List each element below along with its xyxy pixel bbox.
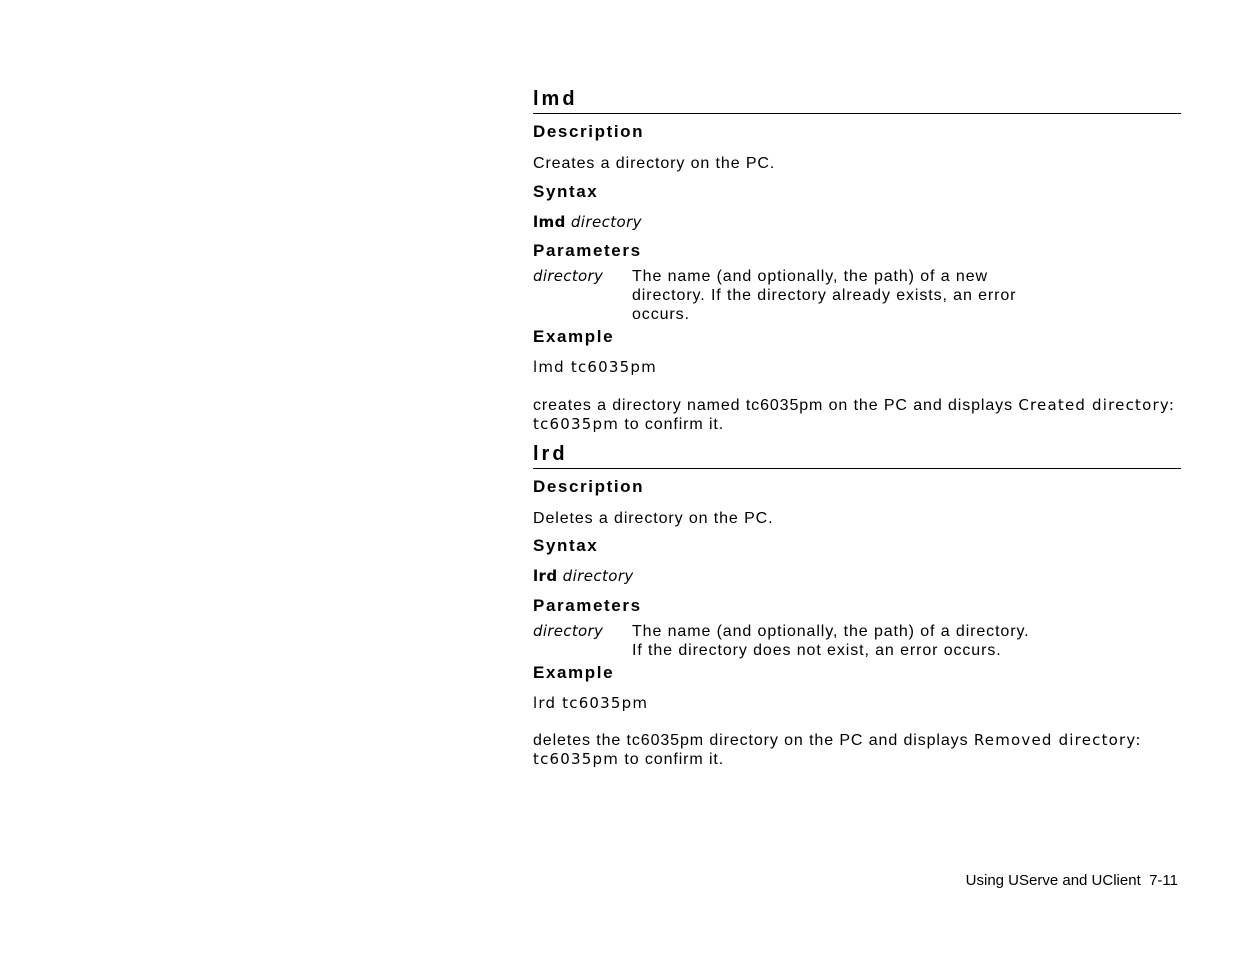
command-section-lmd [533, 86, 1181, 434]
parameters-heading: Parameters [533, 241, 642, 260]
parameter-row [533, 267, 1181, 324]
parameter-description [632, 622, 1030, 660]
parameter-description-line: The name (and optionally, the path) of a directory. [632, 623, 1030, 640]
page-footer [966, 872, 1178, 889]
example-heading: Example [533, 663, 615, 682]
footer-chapter: Using UServe and UClient [965, 872, 1141, 889]
example-heading: Example [533, 327, 615, 346]
syntax-heading: Syntax [533, 182, 599, 201]
syntax-keyword: lmd [533, 213, 566, 231]
parameter-description-line: directory. If the directory already exists, an error [632, 287, 1017, 304]
parameter-name: directory [533, 622, 604, 640]
document-page [533, 86, 1181, 769]
command-title: lrd [533, 441, 1181, 469]
parameter-description-line: The name (and optionally, the path) of a new [632, 268, 988, 285]
syntax-line [533, 567, 1181, 586]
syntax-argument: directory [562, 567, 634, 585]
parameter-name: directory [533, 267, 604, 285]
description-text: Deletes a directory on the PC. [533, 510, 774, 527]
parameter-description-line: If the directory does not exist, an error occurs. [632, 642, 1002, 659]
example-text-before: creates a directory named tc6035pm on the PC and displays [533, 397, 1019, 414]
example-inline-code: Created directory: tc6035pm [533, 396, 1176, 433]
command-section-lrd [533, 441, 1181, 769]
syntax-heading: Syntax [533, 536, 599, 555]
example-inline-code: Removed directory: tc6035pm [533, 731, 1142, 768]
syntax-argument: directory [570, 213, 642, 231]
description-text: Creates a directory on the PC. [533, 155, 776, 172]
parameters-heading: Parameters [533, 596, 642, 615]
description-heading: Description [533, 122, 645, 141]
syntax-line [533, 213, 1181, 232]
example-text-after: to confirm it. [619, 416, 725, 433]
example-explanation [533, 396, 1181, 434]
example-explanation [533, 731, 1181, 769]
description-heading: Description [533, 477, 645, 496]
parameter-description [632, 267, 1016, 324]
syntax-keyword: lrd [533, 567, 558, 585]
footer-page-number: 7-11 [1149, 872, 1178, 889]
example-code: lrd tc6035pm [533, 694, 649, 712]
command-title: lmd [533, 86, 1181, 114]
parameter-description-line: occurs. [632, 306, 690, 323]
parameter-row [533, 622, 1181, 660]
example-text-before: deletes the tc6035pm directory on the PC and displays [533, 732, 974, 749]
example-code: lmd tc6035pm [533, 358, 657, 376]
example-text-after: to confirm it. [619, 751, 725, 768]
